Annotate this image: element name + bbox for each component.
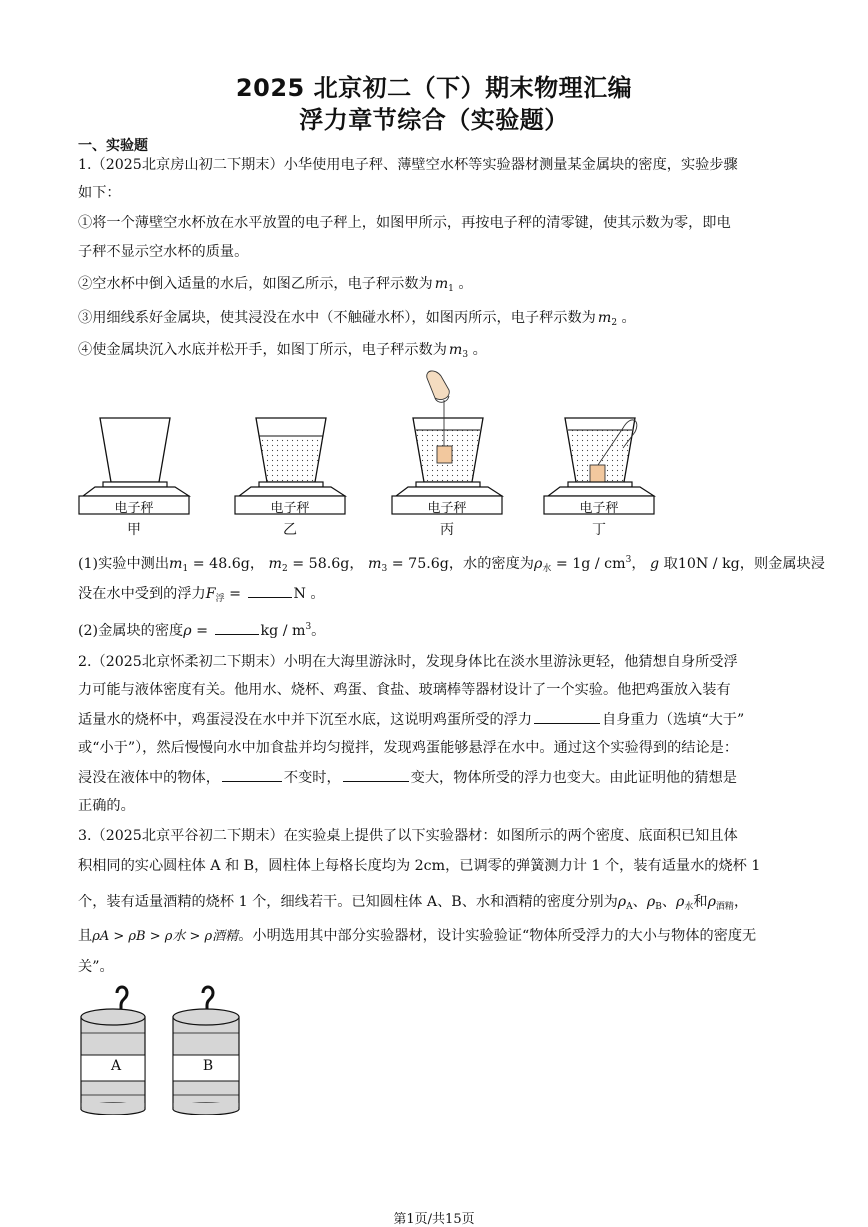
page-footer: 第1页/共15页 <box>393 1212 475 1227</box>
q2-line-2: 力可能与液体密度有关。他用水、烧杯、鸡蛋、食盐、玻璃棒等器材设计了一个实验。他把鸡蛋放入装有 <box>78 682 731 698</box>
scale-bing <box>392 371 502 514</box>
q1-step-4: ④使金属块沉入水底并松开手，如图丁所示，电子秤示数为 $m_3$ 。 <box>78 342 487 360</box>
section-heading: 一、实验题 <box>78 138 148 154</box>
q1-step-1b: 子秤不显示空水杯的质量。 <box>78 244 249 260</box>
scale-label-3: 电子秤 <box>427 501 467 516</box>
q2-line-4: 或“小于”），然后慢慢向水中加食盐并均匀搅拌，发现鸡蛋能够悬浮在水中。通过这个实验得到的结论是： <box>78 740 739 756</box>
q2-line-3: 适量水的烧杯中，鸡蛋浸没在水中并下沉至水底，这说明鸡蛋所受的浮力 自身重力（选填“大于” <box>78 709 818 730</box>
cylinder-a <box>81 987 145 1115</box>
answer-blank-egg-force[interactable] <box>534 709 600 724</box>
cylinder-label-a: A <box>110 1058 122 1074</box>
q3-line-4: 且ρA > ρB > ρ水 > ρ酒精。小明选用其中部分实验器材，设计实验验证“物体所受浮力的大小与物体的密度无 <box>78 928 757 944</box>
cylinder-b <box>173 987 239 1115</box>
answer-blank-density[interactable] <box>215 620 259 635</box>
q1-step-2: ②空水杯中倒入适量的水后，如图乙所示，电子秤示数为 $m_1$ 。 <box>78 276 473 294</box>
scale-label-2: 电子秤 <box>270 501 310 516</box>
q2-line-1: 2.（2025北京怀柔初二下期末）小明在大海里游泳时，发现身体比在淡水里游泳更轻，他猜想自身所受浮 <box>78 654 738 670</box>
q3-line-3: 个，装有适量酒精的烧杯 1 个，细线若干。已知圆柱体 A、B、水和酒精的密度分别为$\rho_A$、$\rho_B$、$\rho_水$和$\rho_{酒精}$， <box>78 894 749 912</box>
q1-step-3: ③用细线系好金属块，使其浸没在水中（不触碰水杯），如图丙所示，电子秤示数为 $m_2$ 。 <box>78 310 636 328</box>
fig-label-jia: 甲 <box>127 522 141 538</box>
q3-line-5: 关”。 <box>78 959 114 975</box>
answer-blank-variable[interactable] <box>343 767 409 782</box>
fig-label-yi: 乙 <box>283 522 297 538</box>
q1-part-1-line-2: 没在水中受到的浮力$F_浮 = N$ 。 <box>78 583 818 609</box>
scale-label-1: 电子秤 <box>114 501 154 516</box>
title-line-1: 2025 北京初二（下）期末物理汇编 <box>235 74 633 102</box>
q1-line-1: 1.（2025北京房山初二下期末）小华使用电子秤、薄壁空水杯等实验器材测量某金属块的密度，实验步骤 <box>78 157 738 173</box>
q2-line-6: 正确的。 <box>78 798 135 814</box>
fig-label-bing: 丙 <box>440 522 454 538</box>
cylinder-label-b: B <box>202 1058 214 1074</box>
title-line-2: 浮力章节综合（实验题） <box>299 106 569 134</box>
fig-label-ding: 丁 <box>592 522 606 538</box>
q1-part-2: (2)金属块的密度ρ = kg / $m^3$。 <box>78 622 326 639</box>
q1-step-1a: ①将一个薄壁空水杯放在水平放置的电子秤上，如图甲所示，再按电子秤的清零键，使其示数为零，即电 <box>78 215 731 231</box>
answer-blank-constant[interactable] <box>222 767 282 782</box>
q1-line-2: 如下： <box>78 185 121 201</box>
q3-line-1: 3.（2025北京平谷初二下期末）在实验桌上提供了以下实验器材：如图所示的两个密度、底面积已知且体 <box>78 828 738 844</box>
q2-line-5: 浸没在液体中的物体， 不变时， 变大，物体所受的浮力也变大。由此证明他的猜想是 <box>78 767 818 788</box>
answer-blank-buoyancy[interactable] <box>248 583 292 598</box>
scale-label-4: 电子秤 <box>579 501 619 516</box>
q3-line-2: 积相同的实心圆柱体 A 和 B，圆柱体上每格长度均为 2cm，已调零的弹簧测力计 1 个，装有适量水的烧杯 1 <box>78 858 761 874</box>
cylinder-figure <box>75 985 255 1115</box>
q1-part-1-line-1: (1)实验中测出$m_1 = 48.6g$， $m_2 = 58.6g$， $m_3 = 75.6g$，水的密度为$\rho_水 = 1g / cm^3$， g 取10N / kg，则金属块浸 <box>78 555 825 574</box>
